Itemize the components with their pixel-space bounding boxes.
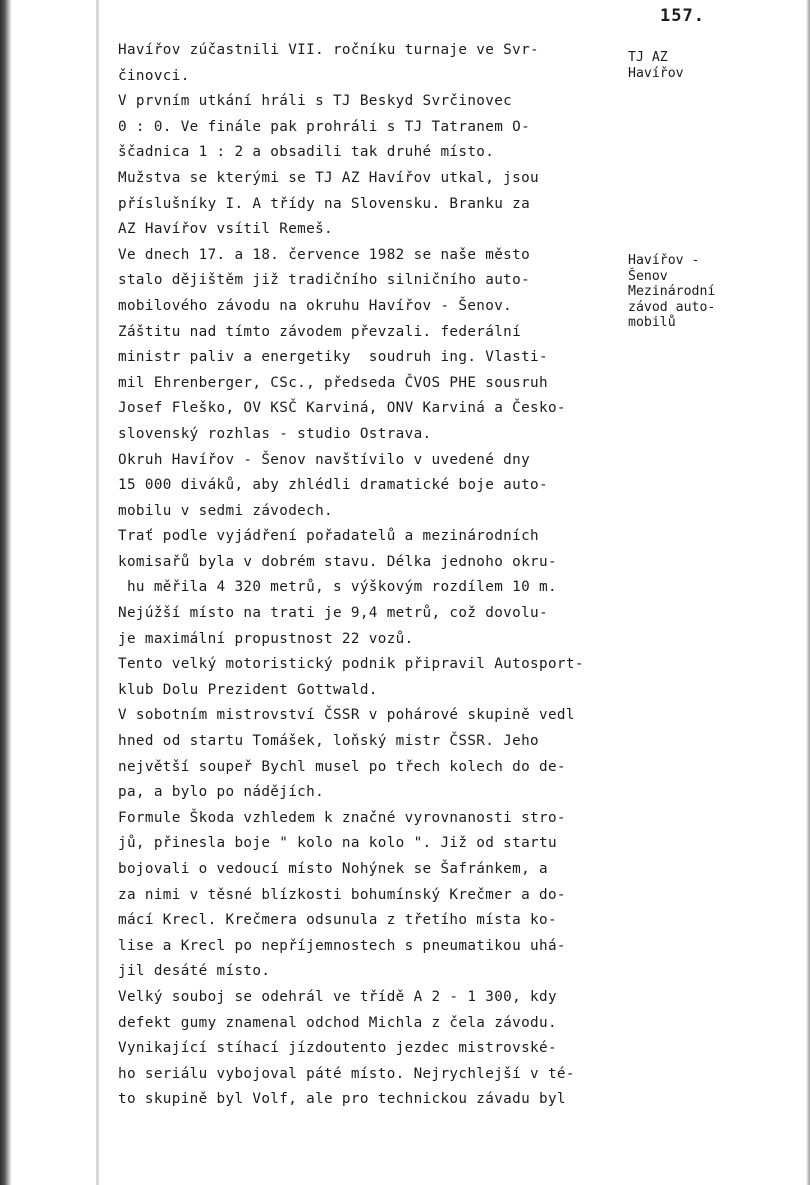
margin-note-havirov-senov: Havířov - Šenov Mezinárodní závod auto- mobilů — [628, 253, 716, 330]
body-line: Velký souboj se odehrál ve třídě A 2 - 1 300, kdy — [118, 988, 557, 1005]
body-line: za nimi v těsné blízkosti bohumínský Krečmer a do- — [118, 886, 566, 903]
body-line: bojovali o vedoucí místo Nohýnek se Šafránkem, a — [118, 861, 548, 877]
body-line: Josef Fleško, OV KSČ Karviná, ONV Karviná a Česko- — [118, 400, 566, 417]
body-line: mil Ehrenberger, CSc., předseda ČVOS PHE sousruh — [118, 374, 548, 391]
body-line: mobilového závodu na okruhu Havířov - Šenov. — [118, 297, 513, 314]
body-line: mobilu v sedmi závodech. — [118, 502, 333, 519]
body-line: stalo dějištěm již tradičního silničního auto- — [118, 272, 531, 289]
body-line: 15 000 diváků, aby zhlédli dramatické boje auto- — [118, 477, 548, 494]
body-line: Okruh Havířov - Šenov navštívilo v uvedené dny — [118, 451, 531, 468]
body-line: pa, a bylo po nádějích. — [118, 784, 325, 801]
body-line: jil desáté místo. — [118, 963, 271, 980]
page-number: 157. — [660, 6, 705, 26]
scan-binding-line — [96, 0, 99, 1185]
body-line: to skupině byl Volf, ale pro technickou závadu byl — [118, 1091, 566, 1108]
body-line: mácí Krecl. Krečmera odsunula z třetího místa ko- — [118, 912, 557, 929]
body-line: V sobotním mistrovství ČSSR v pohárové skupině vedl — [118, 707, 575, 724]
body-line: Tento velký motoristický podnik připravil Autosport- — [118, 656, 584, 673]
body-line: ho seriálu vybojoval páté místo. Nejrychlejší v té- — [118, 1065, 575, 1082]
body-line: ministr paliv a energetiky soudruh ing. Vlasti- — [118, 349, 548, 366]
body-line: Havířov zúčastnili VII. ročníku turnaje ve Svr- — [118, 42, 539, 58]
body-line: hu měřila 4 320 metrů, s výškovým rozdílem 10 m. — [118, 579, 557, 596]
body-line: Nejúžší místo na trati je 9,4 metrů, což dovolu- — [118, 605, 548, 622]
body-line: je maximální propustnost 22 vozů. — [118, 630, 414, 647]
scan-right-edge-shadow — [806, 0, 810, 1185]
body-line: klub Dolu Prezident Gottwald. — [118, 681, 378, 698]
body-line: AZ Havířov vsítil Remeš. — [118, 221, 333, 238]
body-line: Ve dnech 17. a 18. července 1982 se naše město — [118, 246, 531, 263]
body-line: největší soupeř Bychl musel po třech kolech do de- — [118, 758, 566, 775]
body-line: činovci. — [118, 67, 190, 84]
body-line: ščadnica 1 : 2 a obsadili tak druhé místo. — [118, 144, 495, 161]
body-line: defekt gumy znamenal odchod Michla z čela závodu. — [118, 1014, 557, 1031]
scan-left-edge-shadow — [0, 0, 12, 1185]
body-text — [118, 38, 658, 1113]
body-line: lise a Krecl po nepříjemnostech s pneumatikou uhá- — [118, 937, 566, 954]
margin-note-tj-az-havirov: TJ AZ Havířov — [628, 50, 684, 81]
body-line: Formule Škoda vzhledem k značné vyrovnanosti stro- — [118, 809, 566, 826]
body-line: V prvním utkání hráli s TJ Beskyd Svrčinovec — [118, 93, 513, 110]
body-line: 0 : 0. Ve finále pak prohráli s TJ Tatranem O- — [118, 118, 531, 135]
body-line: Vynikající stíhací jízdoutento jezdec mistrovské- — [118, 1040, 557, 1057]
body-line: komisařů byla v dobrém stavu. Délka jednoho okru- — [118, 553, 557, 570]
body-line: hned od startu Tomášek, loňský mistr ČSSR. Jeho — [118, 733, 539, 750]
body-line: Trať podle vyjádření pořadatelů a mezinárodních — [118, 528, 539, 545]
body-line: Záštitu nad tímto závodem převzali. federální — [118, 323, 522, 340]
body-line: slovenský rozhlas - studio Ostrava. — [118, 425, 432, 442]
body-line: jů, přinesla boje " kolo na kolo ". Již od startu — [118, 835, 557, 852]
body-line: Mužstva se kterými se TJ AZ Havířov utkal, jsou — [118, 169, 539, 186]
body-line: příslušníky I. A třídy na Slovensku. Branku za — [118, 195, 531, 212]
